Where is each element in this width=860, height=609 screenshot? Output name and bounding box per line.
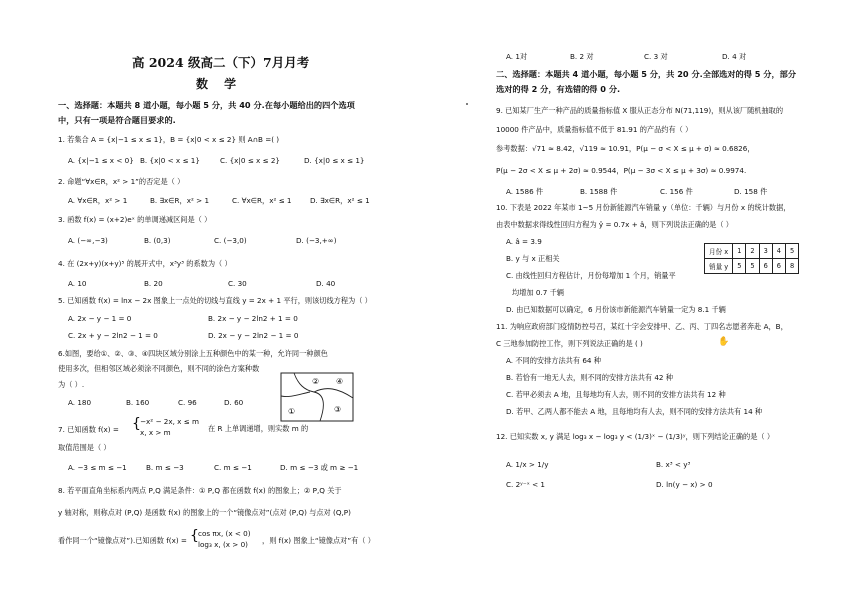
q8-case-2: log₃ x, (x > 0): [198, 540, 248, 549]
q6-option-a: A. 180: [68, 398, 92, 407]
margin-mark: [466, 103, 468, 105]
q4-option-b: B. 20: [144, 279, 163, 288]
q12-option-a: A. 1/x > 1/y: [506, 460, 549, 469]
q7-stem-2: 在 R 上单调递增，则实数 m 的: [208, 424, 309, 433]
q1-option-c: C. {x|0 ≤ x ≤ 2}: [220, 156, 280, 165]
q7-option-b: B. m ≤ −3: [146, 463, 184, 472]
q11-option-c: C. 若甲必须去 A 地，且每地均有人去，则不同的安排方法共有 12 种: [506, 390, 726, 399]
q8-stem-4: ，则 f(x) 图象上“镜像点对”有（ ）: [262, 536, 375, 545]
q12-stem: 12. 已知实数 x, y 满足 log₃ x − log₃ y < (1/3)ˣ − (1/3)ʸ，则下列结论正确的是（ ）: [496, 432, 775, 441]
table-row: [705, 244, 799, 259]
q5-option-c: C. 2x + y − 2ln2 − 1 = 0: [68, 331, 158, 340]
q3-option-a: A. (−∞,−3): [68, 236, 108, 245]
q12-option-b: B. x³ < y³: [656, 460, 691, 469]
q12-option-c: C. 2ʸ⁻ˣ < 1: [506, 480, 545, 489]
q6-stem-1: 6.如图，要给①、②、③、④四块区域分别涂上五种颜色中的某一种，允许同一种颜色: [58, 349, 328, 358]
q10-option-c-cont: 均增加 0.7 千辆: [512, 288, 564, 297]
q7-option-c: C. m ≤ −1: [214, 463, 252, 472]
q2-option-d: D. ∃x∈R，x² ≤ 1: [310, 196, 370, 205]
table-cell: 4: [772, 244, 785, 259]
q9-stem-2: 10000 件产品中，质量指标值不低于 81.91 的产品约有（ ）: [496, 125, 693, 134]
table-cell: 2: [746, 244, 759, 259]
region-label-1: ①: [288, 407, 296, 416]
q8-option-b: B. 2 对: [570, 52, 594, 61]
q8-case-1: cos πx, (x < 0): [198, 529, 251, 538]
thumbs-up-icon: ✋: [718, 337, 730, 347]
q1-option-d: D. {x|0 ≤ x ≤ 1}: [304, 156, 365, 165]
q4-option-d: D. 40: [316, 279, 336, 288]
q9-ref-1: 参考数据：√71 ≈ 8.42，√119 ≈ 10.91，P(μ − σ < X ≤ μ + σ) ≈ 0.6826，: [496, 144, 755, 153]
q6-option-c: C. 96: [178, 398, 197, 407]
q6-stem-2: 使用多次，但相邻区域必须涂不同颜色，则不同的涂色方案种数: [58, 364, 260, 373]
q3-option-b: B. (0,3): [144, 236, 171, 245]
q1-option-b: B. {x|0 < x ≤ 1}: [140, 156, 200, 165]
q10-option-c: C. 由线性回归方程估计，月份每增加 1 个月，销量平: [506, 271, 676, 280]
q2-option-b: B. ∃x∈R，x² > 1: [150, 196, 210, 205]
q11-stem-1: 11. 为响应政府部门疫情防控号召，某红十字会安排甲、乙、丙、丁四名志愿者奔赴 A，B，: [496, 322, 788, 331]
q10-option-a: A. â = 3.9: [506, 237, 542, 246]
table-row: [705, 259, 799, 274]
q8-stem-1: 8. 若平面直角坐标系内两点 P,Q 满足条件：① P,Q 都在函数 f(x) 的图象上；② P,Q 关于: [58, 486, 342, 495]
table-cell: 3: [759, 244, 772, 259]
q11-option-a: A. 不同的安排方法共有 64 种: [506, 356, 601, 365]
q9-option-a: A. 1586 件: [506, 187, 544, 196]
q9-option-b: B. 1588 件: [580, 187, 618, 196]
q4-option-a: A. 10: [68, 279, 87, 288]
q8-option-a: A. 1对: [506, 52, 528, 61]
q2-stem: 2. 命题“∀x∈R，x² > 1”的否定是（ ）: [58, 177, 185, 186]
q8-stem-3: 看作同一个“镜像点对”).已知函数 f(x) =: [58, 536, 187, 545]
q7-brace: {: [132, 416, 141, 432]
q7-stem-3: 取值范围是（ ）: [58, 443, 111, 452]
table-header-sales: 销量 y: [705, 259, 733, 274]
region-label-4: ④: [336, 377, 344, 386]
table-cell: 6: [759, 259, 772, 274]
subject-title: 数 学: [196, 77, 243, 91]
q11-option-b: B. 若恰有一地无人去，则不同的安排方法共有 42 种: [506, 373, 673, 382]
q7-option-a: A. −3 ≤ m ≤ −1: [68, 463, 127, 472]
q6-option-d: D. 60: [224, 398, 244, 407]
q9-option-d: D. 158 件: [734, 187, 768, 196]
q5-option-b: B. 2x − y − 2ln2 + 1 = 0: [208, 314, 298, 323]
q5-option-a: A. 2x − y − 1 = 0: [68, 314, 132, 323]
table-cell: 5: [733, 259, 746, 274]
sales-table: [704, 243, 799, 274]
q10-stem-1: 10. 下表是 2022 年某市 1~5 月份新能源汽车销量 y（单位：千辆）与月份 x 的统计数据，: [496, 203, 791, 212]
q10-option-b: B. y 与 x 正相关: [506, 254, 560, 263]
table-cell: 1: [733, 244, 746, 259]
q4-option-c: C. 30: [228, 279, 247, 288]
q3-option-c: C. (−3,0): [214, 236, 247, 245]
q8-stem-2: y 轴对称，则称点对 (P,Q) 是函数 f(x) 的图象上的一个“镜像点对”(点对 (P,Q) 与点对 (Q,P): [58, 508, 351, 517]
region-label-2: ②: [312, 377, 320, 386]
q2-option-c: C. ∀x∈R，x² ≤ 1: [232, 196, 292, 205]
q7-option-d: D. m ≤ −3 或 m ≥ −1: [280, 463, 359, 472]
q9-ref-2: P(μ − 2σ < X ≤ μ + 2σ) ≈ 0.9544，P(μ − 3σ < X ≤ μ + 3σ) ≈ 0.9974.: [496, 166, 747, 175]
table-header-month: 月份 x: [705, 244, 733, 259]
q1-stem: 1. 若集合 A = {x|−1 ≤ x ≤ 1}，B = {x|0 < x ≤ 2} 则 A∩B =( ): [58, 135, 280, 144]
q6-option-b: B. 160: [126, 398, 150, 407]
q9-option-c: C. 156 件: [660, 187, 693, 196]
region-label-3: ③: [334, 405, 342, 414]
q12-option-d: D. ln(y − x) > 0: [656, 480, 713, 489]
q7-stem-1: 7. 已知函数 f(x) =: [58, 425, 119, 434]
q10-stem-2: 由表中数据求得线性回归方程为 ŷ = 0.7x + â，则下列说法正确的是（ ）: [496, 220, 733, 229]
q7-case-1: −x² − 2x, x ≤ m: [140, 417, 199, 426]
q9-stem-1: 9. 已知某厂生产一种产品的质量指标值 X 服从正态分布 N(71,119)，则从该厂随机抽取的: [496, 106, 784, 115]
q11-stem-2: C 三地参加防控工作，则下列说法正确的是 ( ): [496, 339, 643, 348]
q11-option-d: D. 若甲、乙两人都不能去 A 地，且每地均有人去，则不同的安排方法共有 14 种: [506, 407, 763, 416]
q1-option-a: A. {x|−1 ≤ x < 0}: [68, 156, 134, 165]
q3-stem: 3. 函数 f(x) = (x+2)eˣ 的单调递减区间是（ ）: [58, 215, 212, 224]
region-map-figure: [280, 372, 354, 422]
table-cell: 5: [746, 259, 759, 274]
section2-heading: 二、选择题：本题共 4 道小题，每小题 5 分，共 20 分.全部选对的得 5 分，部分: [496, 69, 797, 79]
q8-option-d: D. 4 对: [722, 52, 747, 61]
q7-case-2: x, x > m: [140, 428, 171, 437]
q4-stem: 4. 在 (2x+y)(x+y)⁵ 的展开式中，x³y³ 的系数为（ ）: [58, 259, 232, 268]
section2-heading-2: 选对的得 2 分，有选错的得 0 分.: [496, 84, 621, 94]
q10-option-d: D. 由已知数据可以确定，6 月份该市新能源汽车销量一定为 8.1 千辆: [506, 305, 726, 314]
q5-stem: 5. 已知函数 f(x) = lnx − 2x 图象上一点处的切线与直线 y = 2x + 1 平行，则该切线方程为（ ）: [58, 296, 372, 305]
table-cell: 5: [786, 244, 799, 259]
exam-title: 高 2024 级高二（下）7月月考: [132, 55, 310, 70]
section1-heading: 一、选择题：本题共 8 道小题，每小题 5 分，共 40 分.在每小题给出的四个选项: [58, 100, 355, 110]
table-cell: 8: [786, 259, 799, 274]
q8-brace: {: [190, 528, 199, 544]
q5-option-d: D. 2x − y − 2ln2 − 1 = 0: [208, 331, 299, 340]
q6-stem-3: 为（ ）.: [58, 380, 85, 389]
q3-option-d: D. (−3,+∞): [296, 236, 337, 245]
section1-heading-2: 中，只有一项是符合题目要求的.: [58, 115, 176, 125]
q2-option-a: A. ∀x∈R，x² > 1: [68, 196, 128, 205]
table-cell: 6: [772, 259, 785, 274]
q8-option-c: C. 3 对: [644, 52, 668, 61]
